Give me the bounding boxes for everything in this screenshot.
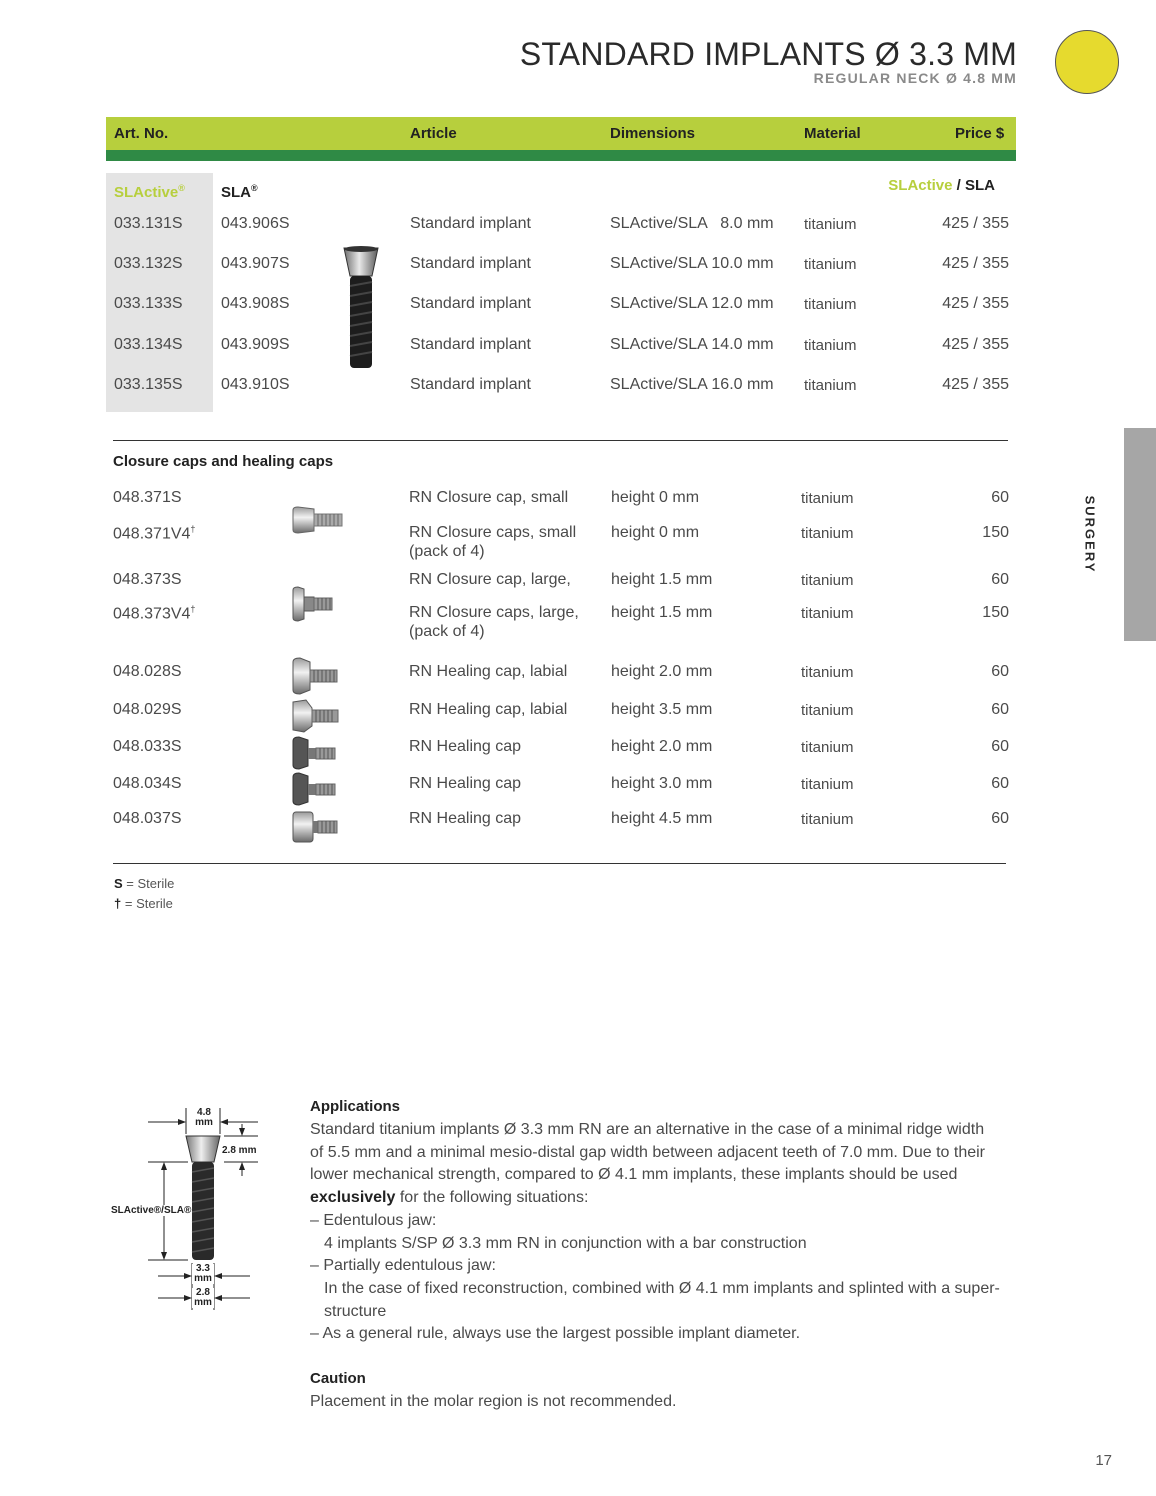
applications-line: – Edentulous jaw: [310, 1211, 437, 1229]
article: RN Closure caps, small [409, 524, 577, 541]
dimensions: SLActive/SLA 16.0 mm [610, 376, 774, 393]
article-line2: (pack of 4) [409, 543, 485, 560]
art-no: 048.371S [113, 489, 182, 506]
article: RN Healing cap [409, 775, 522, 792]
material: titanium [804, 296, 857, 313]
section-divider [113, 863, 1006, 864]
col-slactive-label: SLActive® [114, 183, 185, 201]
healing-cap-labial-tall-image [290, 698, 340, 734]
legend-sterile: S = Sterile [114, 876, 175, 891]
implant-dimension-diagram [108, 1100, 268, 1310]
material: titanium [801, 605, 854, 622]
article: Standard implant [410, 376, 531, 393]
section-divider [113, 440, 1008, 441]
material: titanium [804, 377, 857, 394]
legend-dagger: † = Sterile [114, 896, 173, 911]
material: titanium [804, 216, 857, 233]
article: RN Closure cap, large, [409, 571, 571, 588]
price: 425 / 355 [942, 255, 1009, 272]
healing-cap-image [290, 772, 338, 806]
dimensions: SLActive/SLA 8.0 mm [610, 215, 774, 232]
material: titanium [801, 490, 854, 507]
sla-art-no: 043.908S [221, 295, 290, 312]
article: RN Closure cap, small [409, 489, 569, 506]
dimensions: height 4.5 mm [611, 810, 713, 827]
slactive-art-no: 033.131S [114, 215, 183, 232]
art-no: 048.037S [113, 810, 182, 827]
article: Standard implant [410, 295, 531, 312]
art-no: 048.028S [113, 663, 182, 680]
price: 60 [991, 775, 1009, 792]
col-sla-label: SLA® [221, 183, 258, 201]
tip-dim-label: 2.8 mm [192, 1288, 214, 1308]
art-no: 048.371V4† [113, 524, 196, 543]
table-header-stripe [106, 150, 1016, 161]
side-tab [1124, 428, 1156, 641]
applications-heading: Applications [310, 1098, 401, 1115]
article: RN Closure caps, large, [409, 604, 579, 621]
art-no: 048.034S [113, 775, 182, 792]
healing-cap-labial-image [290, 656, 340, 696]
applications-line: – As a general rule, always use the largest possible implant diameter. [310, 1325, 801, 1343]
slactive-art-no: 033.132S [114, 255, 183, 272]
price: 425 / 355 [942, 215, 1009, 232]
applications-body [310, 1119, 1030, 1346]
page-title: STANDARD IMPLANTS Ø 3.3 MM [519, 36, 1017, 72]
price: 425 / 355 [942, 336, 1009, 353]
top-dim-label: 4.8 mm [195, 1107, 213, 1128]
header-dimensions: Dimensions [610, 125, 696, 142]
material: titanium [804, 337, 857, 354]
page-number: 17 [1095, 1452, 1112, 1469]
applications-line: lower mechanical strength, compared to Ø 4.1 mm implants, these implants should be used [310, 1166, 958, 1184]
slactive-art-no: 033.133S [114, 295, 183, 312]
caution-heading: Caution [310, 1370, 366, 1387]
slactive-art-no: 033.135S [114, 376, 183, 393]
material: titanium [801, 811, 854, 828]
applications-line: structure [324, 1302, 387, 1320]
dimensions: height 1.5 mm [611, 604, 713, 621]
article: Standard implant [410, 215, 531, 232]
material: titanium [801, 664, 854, 681]
price: 60 [991, 571, 1009, 588]
applications-line: of 5.5 mm and a minimal mesio-distal gap width between adjacent teeth of 7.0 mm. Due to their [310, 1143, 986, 1161]
price: 60 [991, 810, 1009, 827]
material: titanium [801, 739, 854, 756]
dimensions: height 1.5 mm [611, 571, 713, 588]
yellow-circle-icon [1055, 30, 1119, 94]
price: 150 [982, 604, 1009, 621]
dimensions: height 2.0 mm [611, 738, 713, 755]
art-no: 048.029S [113, 701, 182, 718]
article: Standard implant [410, 255, 531, 272]
price: 60 [991, 489, 1009, 506]
price: 60 [991, 738, 1009, 755]
article: RN Healing cap [409, 738, 522, 755]
healing-cap-tall-image [290, 810, 340, 844]
price: 425 / 355 [942, 295, 1009, 312]
applications-line: 4 implants S/SP Ø 3.3 mm RN in conjunction with a bar construction [324, 1234, 807, 1252]
header-article: Article [410, 125, 457, 142]
price-type-label: SLActive / SLA [888, 177, 995, 194]
material: titanium [801, 525, 854, 542]
applications-line: – Partially edentulous jaw: [310, 1257, 496, 1275]
price: 150 [982, 524, 1009, 541]
header-price: Price $ [955, 125, 1005, 142]
applications-line: Standard titanium implants Ø 3.3 mm RN are an alternative in the case of a minimal ridge width [310, 1121, 985, 1138]
dimensions: SLActive/SLA 14.0 mm [610, 336, 774, 353]
dimensions: height 2.0 mm [611, 663, 713, 680]
sla-art-no: 043.907S [221, 255, 290, 272]
material: titanium [804, 256, 857, 273]
dimensions: SLActive/SLA 10.0 mm [610, 255, 774, 272]
header-material: Material [804, 125, 861, 142]
implant-image [340, 244, 382, 374]
art-no: 048.373V4† [113, 604, 196, 623]
price: 60 [991, 663, 1009, 680]
slactive-art-no: 033.134S [114, 336, 183, 353]
sla-art-no: 043.910S [221, 376, 290, 393]
article: RN Healing cap, labial [409, 663, 568, 680]
dimensions: height 0 mm [611, 489, 700, 506]
sla-art-no: 043.909S [221, 336, 290, 353]
neck-dim-label: 2.8 mm [222, 1145, 257, 1156]
material: titanium [801, 776, 854, 793]
material: titanium [801, 572, 854, 589]
caution-text: Placement in the molar region is not recommended. [310, 1393, 677, 1410]
header-art-no: Art. No. [114, 125, 169, 142]
article: RN Healing cap [409, 810, 522, 827]
dimensions: SLActive/SLA 12.0 mm [610, 295, 774, 312]
bottom-dim-label: 3.3 mm [192, 1264, 214, 1284]
applications-line: exclusively for the following situations: [310, 1189, 589, 1207]
article: RN Healing cap, labial [409, 701, 568, 718]
side-tab-label: SURGERY [1082, 495, 1098, 574]
sla-art-no: 043.906S [221, 215, 290, 232]
surface-label: SLActive®/SLA® [111, 1205, 192, 1216]
closure-cap-small-image [290, 505, 345, 535]
price: 60 [991, 701, 1009, 718]
dimensions: height 3.0 mm [611, 775, 713, 792]
art-no: 048.033S [113, 738, 182, 755]
healing-cap-image [290, 736, 338, 770]
article: Standard implant [410, 336, 531, 353]
closure-cap-large-image [290, 586, 335, 622]
dimensions: height 3.5 mm [611, 701, 713, 718]
dimensions: height 0 mm [611, 524, 700, 541]
article-line2: (pack of 4) [409, 623, 485, 640]
caps-section-title: Closure caps and healing caps [113, 453, 334, 470]
table-header-band [106, 117, 1016, 150]
applications-line: In the case of fixed reconstruction, combined with Ø 4.1 mm implants and splinted with a super- [324, 1279, 1000, 1297]
material: titanium [801, 702, 854, 719]
page-subtitle: REGULAR NECK Ø 4.8 MM [813, 70, 1017, 86]
price: 425 / 355 [942, 376, 1009, 393]
art-no: 048.373S [113, 571, 182, 588]
